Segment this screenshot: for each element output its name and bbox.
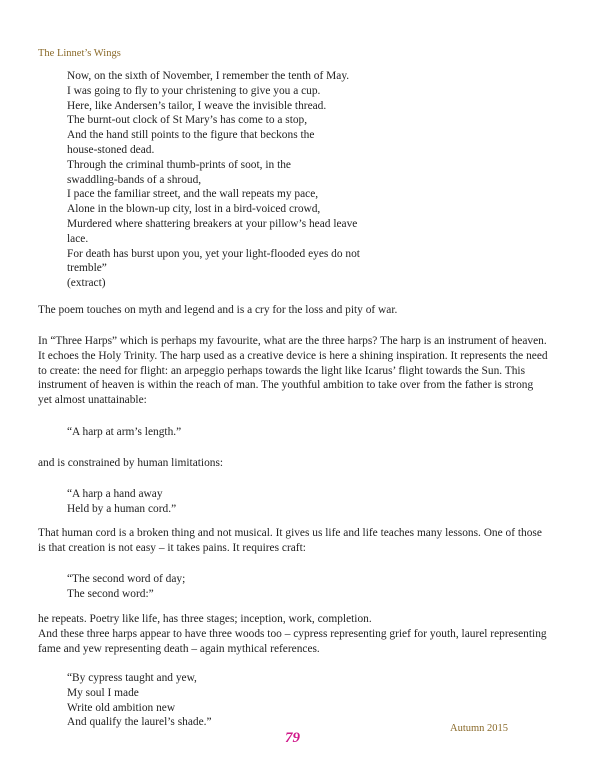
poem-line: Here, like Andersen’s tailor, I weave the invisible thread. [67,99,327,112]
paragraph-line: to create: the need for flight: an arpeggio perhaps towards the light like Icarus’ flight towards the Sun. This [38,364,526,377]
quote-line: Held by a human cord.” [67,502,177,515]
poem-line: tremble” [67,262,107,275]
poem-line: The burnt-out clock of St Mary’s has come to a stop, [67,114,308,127]
running-header: The Linnet’s Wings [38,48,121,59]
paragraph-repeats [38,612,574,656]
quote-line: The second word:” [67,587,154,600]
paragraph-line: The poem touches on myth and legend and is a cry for the loss and pity of war. [38,304,398,316]
paragraph-three-harps [38,334,574,408]
paragraph-human-cord [38,526,574,556]
poem-line: Now, on the sixth of November, I remember the tenth of May. [67,70,350,82]
paragraph-line: he repeats. Poetry like life, has three stages; inception, work, completion. [38,613,372,625]
poem-line: Alone in the blown-up city, lost in a bird-voiced crowd, [67,203,321,216]
poem-line: lace. [67,232,89,245]
quote-second-word [67,572,185,602]
quote-line: “A harp at arm’s length.” [67,426,182,438]
paragraph-myth [38,303,574,318]
poem-line: (extract) [67,277,106,290]
poem-line: For death has burst upon you, yet your light-flooded eyes do not [67,247,360,260]
poem-line: I pace the familiar street, and the wall repeats my pace, [67,188,319,201]
poem-line: Through the criminal thumb-prints of soot, in the [67,158,291,171]
quote-line: “The second word of day; [67,573,186,585]
poem-line: Murdered where shattering breakers at your pillow’s head leave [67,217,358,230]
paragraph-line: That human cord is a broken thing and not musical. It gives us life and life teaches many lessons. One of those [38,527,542,539]
poem-line: I was going to fly to your christening to give you a cup. [67,84,321,97]
paragraph-line: fame and yew representing death – again mythical references. [38,642,320,655]
quote-hand-away [67,487,176,517]
paragraph-line: It echoes the Holy Trinity. The harp used as a creative device is here a shining inspiration. It represents the need [38,349,548,362]
quote-line: And qualify the laurel’s shade.” [67,716,212,729]
quote-line: “A harp a hand away [67,488,163,500]
paragraph-line: And these three harps appear to have three woods too – cypress representing grief for youth, laurel representing [38,627,547,640]
footer-season: Autumn 2015 [450,723,509,734]
quote-arms-length [67,425,181,440]
paragraph-constrained [38,456,574,471]
quote-line: Write old ambition new [67,701,176,714]
paragraph-line: instrument of heaven is within the reach of man. The youthful ambition to take over from the father is strong [38,379,534,392]
paragraph-line: and is constrained by human limitations: [38,457,224,469]
poem-line: swaddling-bands of a shroud, [67,173,202,186]
page-number: 79 [285,730,300,746]
poem-extract [67,69,397,291]
poem-line: house-stoned dead. [67,143,155,156]
quote-line: My soul I made [67,686,139,699]
poem-line: And the hand still points to the figure that beckons the [67,129,315,142]
quote-line: “By cypress taught and yew, [67,672,197,684]
quote-cypress [67,671,212,730]
paragraph-line: yet almost unattainable: [38,394,147,407]
paragraph-line: is that creation is not easy – it takes pains. It requires craft: [38,541,306,554]
paragraph-line: In “Three Harps” which is perhaps my favourite, what are the three harps? The harp is an instrument of heaven. [38,335,547,347]
